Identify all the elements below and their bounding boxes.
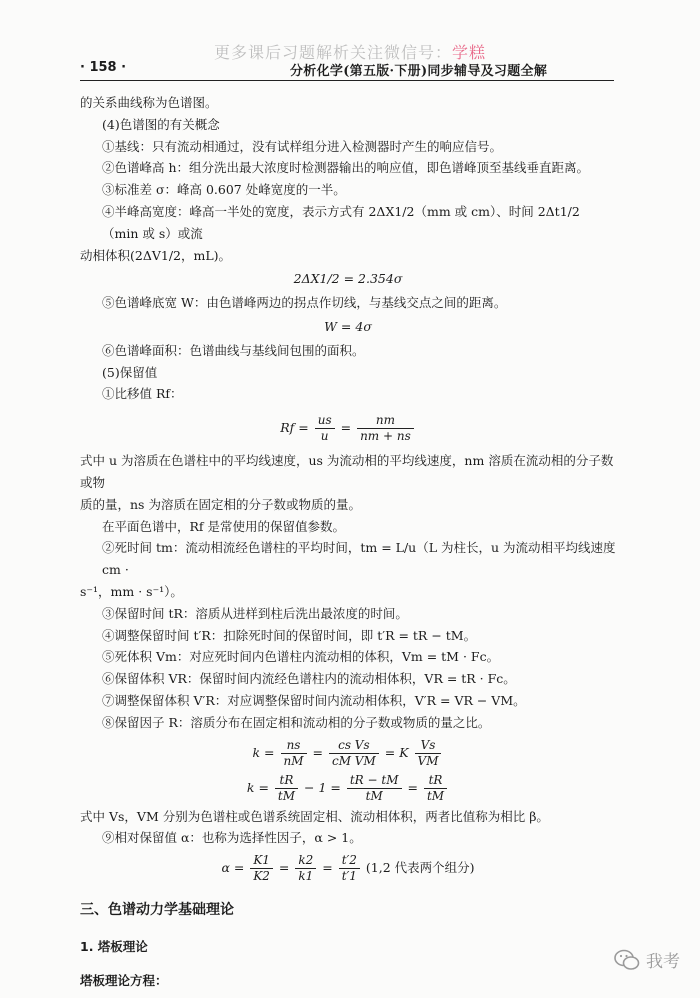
text-line: 动相体积(2ΔV1/2，mL)。 bbox=[80, 247, 232, 263]
wechat-icon bbox=[614, 949, 640, 971]
running-header bbox=[80, 56, 614, 81]
fraction: $\frac{tR}{tM}$ bbox=[424, 773, 447, 804]
text-line: ②色谱峰高 h：组分洗出最大浓度时检测器输出的响应值，即色谱峰顶至基线垂直距离。 bbox=[102, 160, 590, 176]
text-line: ①基线：只有流动相通过，没有试样组分进入检测器时产生的响应信号。 bbox=[102, 138, 503, 154]
text-line: 塔板理论方程： bbox=[80, 973, 168, 989]
text-line: 在平面色谱中，Rf 是常使用的保留值参数。 bbox=[102, 518, 346, 534]
section-heading: (4)色谱图的有关概念 bbox=[102, 116, 220, 132]
text-line: 式中 u 为溶质在色谱柱中的平均线速度，us 为流动相的平均线速度，nm 溶质在流动相的分子数或物 bbox=[80, 453, 614, 490]
fraction: $\frac{ns}{nM}$ bbox=[281, 738, 307, 769]
text-line: ③标准差 σ：峰高 0.607 处峰宽度的一半。 bbox=[102, 182, 346, 198]
text-line: ⑥色谱峰面积：色谱曲线与基线间包围的面积。 bbox=[102, 342, 365, 358]
text-line: ④半峰高宽度：峰高一半处的宽度，表示方式有 2ΔX1/2（mm 或 cm）、时间 2Δt1/2（min 或 s）或流 bbox=[102, 203, 580, 241]
fraction: $\frac{Vs}{VM}$ bbox=[415, 738, 442, 769]
text-line: ⑨相对保留值 α：也称为选择性因子，α > 1。 bbox=[102, 830, 362, 846]
formula-half-width: 2ΔX1/2 = 2.354σ bbox=[293, 271, 403, 287]
text-line: ②死时间 tm：流动相流经色谱柱的平均时间，tm = L/u（L 为柱长，u 为流动相平均线速度 cm · bbox=[102, 540, 616, 578]
page-body bbox=[80, 92, 616, 992]
fraction: $\frac{tR}{tM}$ bbox=[275, 773, 298, 804]
watermark-text: 我考 bbox=[646, 952, 680, 972]
text-line: ⑥保留体积 VR：保留时间内流经色谱柱内的流动相体积，VR = tR · Fc。 bbox=[102, 671, 516, 687]
promo-accent: 学糕 bbox=[452, 43, 487, 62]
text-line: ⑦调整保留体积 V′R：对应调整保留时间内流动相体积，V′R = VR − VM。 bbox=[102, 692, 526, 708]
text-line: 质的量，ns 为溶质在固定相的分子数或物质的量。 bbox=[80, 496, 361, 512]
fraction: $\frac{nm}{nm + ns}$ bbox=[357, 413, 414, 444]
section-heading: (5)保留值 bbox=[102, 364, 158, 380]
formula-k-ratio: k = $\frac{ns}{nM}$ = $\frac{\text{cs Vs}}{\text{cM VM}}$ = K $\frac{Vs}{VM}$ bbox=[80, 738, 616, 769]
text-line: ⑤死体积 Vm：对应死时间内色谱柱内流动相的体积，Vm = tM · Fc。 bbox=[102, 649, 500, 665]
promo-text: 更多课后习题解析关注微信号： bbox=[213, 43, 452, 62]
fraction: $\frac{t'2}{t'1}$ bbox=[339, 853, 360, 884]
watermark bbox=[614, 947, 680, 972]
page-number: · 158 · bbox=[80, 60, 127, 75]
fraction: $\frac{\text{cs Vs}}{\text{cM VM}}$ bbox=[329, 738, 379, 769]
fraction: $\frac{us}{u}$ bbox=[315, 413, 335, 444]
fraction: $\frac{tR - tM}{tM}$ bbox=[347, 773, 402, 804]
subsection-heading: 1. 塔板理论 bbox=[80, 938, 148, 954]
text-line: 的关系曲线称为色谱图。 bbox=[80, 95, 218, 110]
formula-base-width: W = 4σ bbox=[324, 318, 372, 334]
text-line: ①比移值 Rf： bbox=[102, 386, 183, 402]
fraction: $\frac{k2}{k1}$ bbox=[295, 853, 316, 884]
text-line: ④调整保留时间 t′R：扣除死时间的保留时间，即 t′R = tR − tM。 bbox=[102, 627, 477, 643]
fraction: $\frac{K1}{K2}$ bbox=[250, 853, 273, 884]
formula-alpha: α = $\frac{K1}{K2}$ = $\frac{k2}{k1}$ = $\frac{t'2}{t'1}$ (1,2 代表两个组分) bbox=[221, 853, 475, 884]
text-line: ⑧保留因子 R：溶质分布在固定相和流动相的分子数或物质的量之比。 bbox=[102, 714, 491, 730]
text-line: ③保留时间 tR：溶质从进样到柱后洗出最浓度的时间。 bbox=[102, 605, 408, 621]
text-line: ⑤色谱峰底宽 W：由色谱峰两边的拐点作切线，与基线交点之间的距离。 bbox=[102, 295, 507, 311]
formula-rf: Rf = $\frac{us}{u}$ = $\frac{nm}{nm + ns}$ bbox=[80, 413, 616, 444]
chapter-heading: 三、色谱动力学基础理论 bbox=[80, 902, 234, 919]
text-line: s⁻¹，mm · s⁻¹）。 bbox=[80, 583, 183, 599]
formula-k-time: k = $\frac{tR}{tM}$ − 1 = $\frac{tR - tM}{tM}$ = $\frac{tR}{tM}$ bbox=[80, 773, 616, 804]
text-line: 式中 Vs，VM 分别为色谱柱或色谱系统固定相、流动相体积，两者比值称为相比 β。 bbox=[80, 808, 549, 824]
book-title: 分析化学(第五版·下册)同步辅导及习题全解 bbox=[290, 64, 548, 79]
